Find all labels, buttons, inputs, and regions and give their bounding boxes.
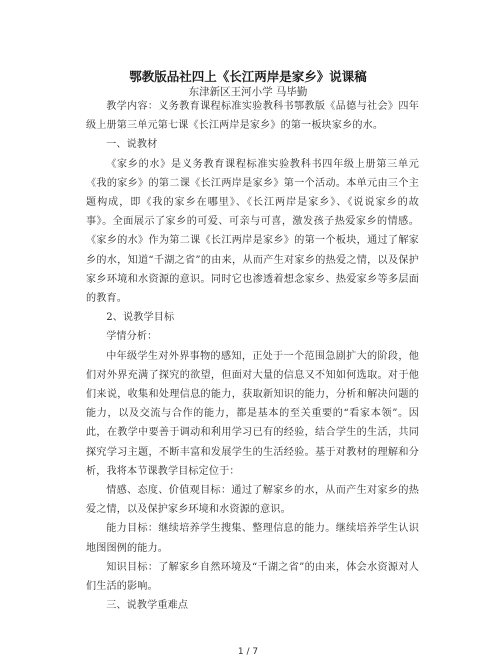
paragraph-textbook-analysis: 《家乡的水》是义务教育课程标准实验教科书四年级上册第三单元《我的家乡》的第二课《长江两岸是家乡》第一个活动。本单元由三个主题构成，即《我的家乡在哪里》、《长江两岸是家乡》、《说说家乡的故事》。全面展示了家乡的可爱、可亲与可喜，激发孩子热爱家乡的情感。《家乡的水》作为第二课《长江两岸是家乡》的第一个板块，通过了解家乡的水，知道“千湖之省”的由来，从而产生对家乡的热爱之情，以及保护家乡环境和水资源的意识。同时它也渗透着想念家乡、热爱家乡等多层面的教育。: [86, 158, 419, 305]
document-body: [86, 97, 419, 615]
paragraph-student-analysis: 中年级学生对外界事物的感知，正处于一个范围急剧扩大的阶段，他们对外界充满了探究的欲望，但面对大量的信息又不知如何选取。对于他们来说，收集和处理信息的能力，获取新知识的能力，分析和解决问题的能力，以及交流与合作的能力，都是基本的至关重要的“看家本领”。因此，在教学中要善于调动和利用学习已有的经验，结合学生的生活，共同探究学习主题，不断丰富和发展学生的生活经验。基于对教材的理解和分析，我将本节课教学目标定位于：: [86, 350, 419, 477]
section-heading-key-points: 三、说教学重难点: [106, 600, 189, 612]
subheading-student-analysis: 学情分析：: [106, 331, 158, 343]
document-title: 鄂教版品社四上《长江两岸是家乡》说课稿: [129, 69, 367, 84]
document-author: 东津新区王河小学 马毕勤: [188, 86, 308, 98]
section-heading-goals: 2、说教学目标: [106, 312, 175, 324]
page-number: 1 / 7: [237, 647, 259, 657]
paragraph-emotion-goal: 情感、态度、价值观目标：通过了解家乡的水，从而产生对家乡的热爱之情，以及保护家乡环境和水资源的意识。: [86, 485, 419, 516]
paragraph-ability-goal: 能力目标：继续培养学生搜集、整理信息的能力。继续培养学生认识地图图例的能力。: [86, 523, 419, 554]
paragraph-teaching-content: 教学内容：义务教育课程标准实验教科书鄂教版《品德与社会》四年级上册第三单元第七课《长江两岸是家乡》的第一板块家乡的水。: [86, 101, 419, 132]
section-heading-textbook: 一、说教材: [106, 139, 158, 151]
paragraph-knowledge-goal: 知识目标：了解家乡自然环境及“千湖之省”的由来，体会水资源对人们生活的影响。: [86, 561, 419, 593]
